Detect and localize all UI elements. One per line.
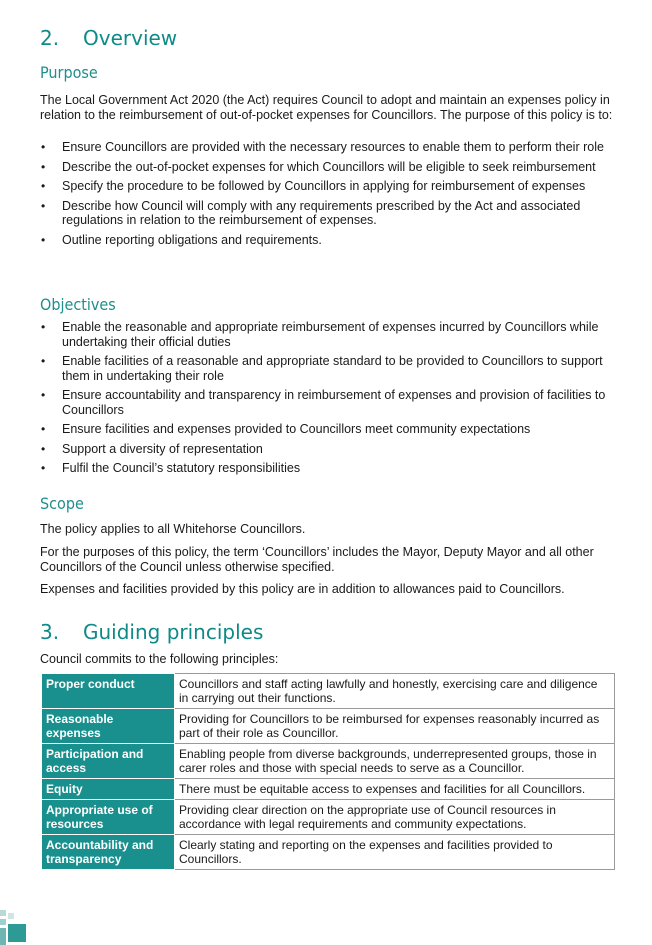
section-2-title: Overview bbox=[83, 26, 178, 50]
table-row bbox=[42, 779, 615, 800]
guiding-principles-table bbox=[41, 673, 615, 870]
section-3-number: 3. bbox=[40, 620, 60, 644]
principle-description: There must be equitable access to expenses and facilities for all Councillors. bbox=[175, 779, 615, 800]
list-item: • Support a diversity of representation bbox=[40, 442, 620, 457]
objectives-heading: Objectives bbox=[40, 295, 116, 314]
table-row bbox=[42, 835, 615, 870]
section-2-number: 2. bbox=[40, 26, 60, 50]
table-row bbox=[42, 800, 615, 835]
list-item: • Fulfil the Council’s statutory responsibilities bbox=[40, 461, 620, 476]
principle-description: Enabling people from diverse backgrounds, underrepresented groups, those in carer roles and those with special needs to serve as a Councillor. bbox=[175, 744, 615, 779]
objectives-list bbox=[40, 320, 620, 476]
purpose-heading: Purpose bbox=[40, 63, 98, 82]
purpose-list bbox=[40, 140, 620, 247]
principle-name: Appropriate use of resources bbox=[42, 800, 175, 835]
principle-description: Clearly stating and reporting on the expenses and facilities provided to Councillors. bbox=[175, 835, 615, 870]
table-row bbox=[42, 709, 615, 744]
principle-name: Proper conduct bbox=[42, 674, 175, 709]
list-item: • Outline reporting obligations and requirements. bbox=[40, 233, 620, 248]
principle-description: Councillors and staff acting lawfully and honestly, exercising care and diligence in carrying out their functions. bbox=[175, 674, 615, 709]
section-3-title: Guiding principles bbox=[83, 620, 264, 644]
principle-name: Reasonable expenses bbox=[42, 709, 175, 744]
principle-name: Accountability and transparency bbox=[42, 835, 175, 870]
scope-paragraph: Expenses and facilities provided by this policy are in addition to allowances paid to Councillors. bbox=[40, 582, 565, 596]
section-3-heading bbox=[40, 620, 263, 644]
section-2-heading bbox=[40, 26, 177, 50]
list-item: • Describe the out-of-pocket expenses for which Councillors will be eligible to seek reimbursement bbox=[40, 160, 620, 175]
principles-intro: Council commits to the following principles: bbox=[40, 652, 279, 666]
principle-description: Providing clear direction on the appropriate use of Council resources in accordance with legal requirements and community expectations. bbox=[175, 800, 615, 835]
list-item: • Enable the reasonable and appropriate reimbursement of expenses incurred by Councillors while undertaking their official duties bbox=[40, 320, 620, 349]
principle-name: Participation and access bbox=[42, 744, 175, 779]
scope-paragraph: The policy applies to all Whitehorse Councillors. bbox=[40, 522, 306, 536]
scope-paragraph: For the purposes of this policy, the term ‘Councillors’ includes the Mayor, Deputy Mayor and all other Councillors of the Council unless otherwise specified. bbox=[40, 545, 594, 574]
list-item: • Describe how Council will comply with any requirements prescribed by the Act and associated regulations in relation to the reimbursement of expenses. bbox=[40, 199, 620, 228]
table-row bbox=[42, 674, 615, 709]
list-item: • Ensure accountability and transparency in reimbursement of expenses and provision of facilities to Councillors bbox=[40, 388, 620, 417]
list-item: • Enable facilities of a reasonable and appropriate standard to be provided to Councillors to support them in undertaking their role bbox=[40, 354, 620, 383]
principle-description: Providing for Councillors to be reimbursed for expenses reasonably incurred as part of their role as Councillor. bbox=[175, 709, 615, 744]
table-row bbox=[42, 744, 615, 779]
scope-heading: Scope bbox=[40, 494, 84, 513]
principle-name: Equity bbox=[42, 779, 175, 800]
list-item: • Ensure Councillors are provided with the necessary resources to enable them to perform their role bbox=[40, 140, 620, 155]
purpose-intro: The Local Government Act 2020 (the Act) requires Council to adopt and maintain an expenses policy in relation to the reimbursement of out-of-pocket expenses for Councillors. The purpose of this policy is to: bbox=[40, 93, 613, 122]
list-item: • Ensure facilities and expenses provided to Councillors meet community expectations bbox=[40, 422, 620, 437]
list-item: • Specify the procedure to be followed by Councillors in applying for reimbursement of expenses bbox=[40, 179, 620, 194]
